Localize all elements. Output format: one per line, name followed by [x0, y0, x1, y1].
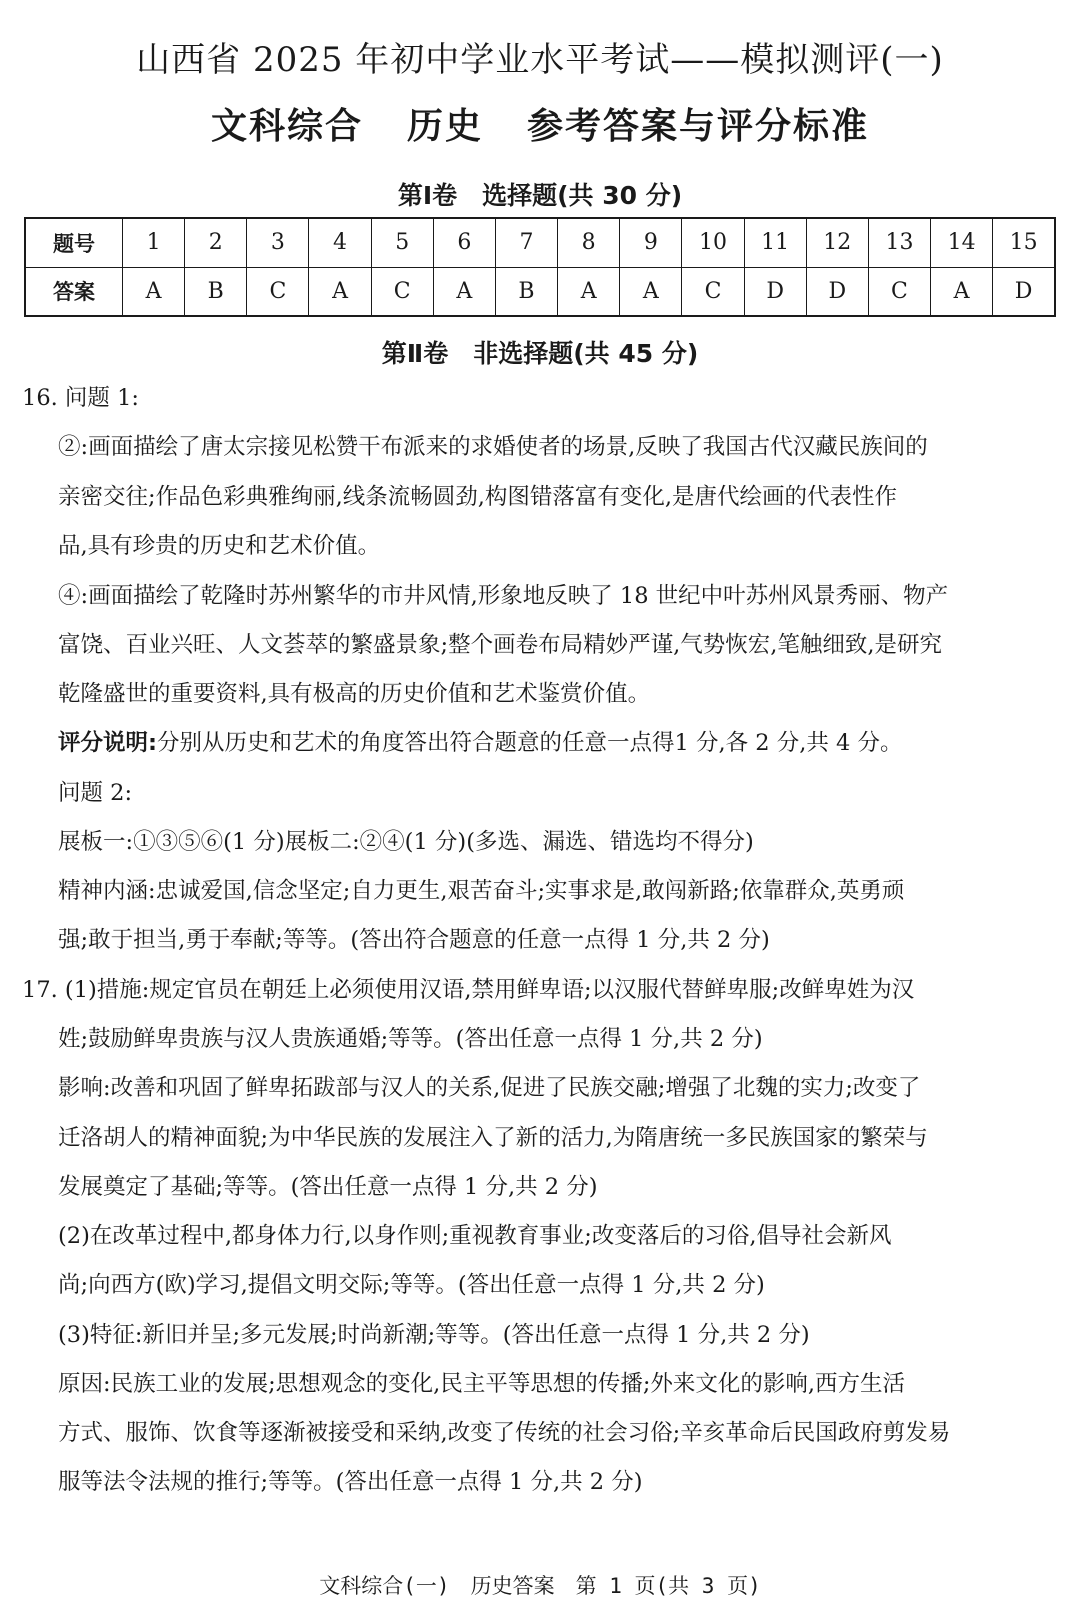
question-number-cell: 5: [371, 218, 433, 267]
answer-cell: D: [993, 267, 1055, 316]
line-text: 精神内涵:忠诚爱国,信念坚定;自力更生,艰苦奋斗;实事求是,敢闯新路;依靠群众,英勇顽: [58, 878, 905, 904]
text-line: [58, 925, 1060, 955]
answer-cell: A: [558, 267, 620, 316]
line-text: 尚;向西方(欧)学习,提倡文明交际;等等。(答出任意一点得 1 分,共 2 分): [58, 1272, 765, 1298]
section-1-heading: 第Ⅰ卷 选择题(共 30 分): [397, 181, 683, 210]
question-number-cell: 8: [558, 218, 620, 267]
row-label-answer: 答案: [25, 267, 123, 316]
line-text: 分别从历史和艺术的角度答出符合题意的任意一点得1 分,各 2 分,共 4 分。: [157, 730, 903, 756]
line-text: 问题 2:: [58, 780, 133, 806]
question-number-cell: 15: [993, 218, 1055, 267]
text-line: [58, 1320, 1060, 1350]
line-text: ②:画面描绘了唐太宗接见松赞干布派来的求婚使者的场景,反映了我国古代汉藏民族间的: [58, 434, 928, 460]
question-number-cell: 6: [433, 218, 495, 267]
paper-subtitle: [0, 98, 1080, 149]
question-number-cell: 10: [682, 218, 744, 267]
line-text: 亲密交往;作品色彩典雅绚丽,线条流畅圆劲,构图错落富有变化,是唐代绘画的代表性作: [58, 484, 898, 510]
line-text: 影响:改善和巩固了鲜卑拓跋部与汉人的关系,促进了民族交融;增强了北魏的实力;改变了: [58, 1075, 921, 1101]
subtitle-course: 历史: [406, 106, 483, 147]
answer-cell: C: [247, 267, 309, 316]
text-line: [22, 383, 1060, 413]
line-text: 方式、服饰、饮食等逐渐被接受和采纳,改变了传统的社会习俗;辛亥革命后民国政府剪发易: [58, 1420, 951, 1446]
line-text: 强;敢于担当,勇于奉献;等等。(答出符合题意的任意一点得 1 分,共 2 分): [58, 927, 770, 953]
line-text: 原因:民族工业的发展;思想观念的变化,民主平等思想的传播;外来文化的影响,西方生活: [58, 1371, 906, 1397]
line-text: 17. (1)措施:规定官员在朝廷上必须使用汉语,禁用鲜卑语;以汉服代替鲜卑服;改鲜卑姓为汉: [22, 977, 915, 1003]
exam-title: 山西省 2025 年初中学业水平考试——模拟测评(一): [136, 40, 944, 80]
text-line: [58, 1172, 1060, 1202]
text-line: [58, 482, 1060, 512]
text-line: [58, 1369, 1060, 1399]
line-text: 16. 问题 1:: [22, 385, 139, 411]
line-text: 姓;鼓励鲜卑贵族与汉人贵族通婚;等等。(答出任意一点得 1 分,共 2 分): [58, 1026, 763, 1052]
text-line: [58, 432, 1060, 462]
subtitle-doc-type: 参考答案与评分标准: [527, 106, 870, 147]
question-number-cell: 2: [185, 218, 247, 267]
text-line: [58, 728, 1060, 758]
text-line: [58, 876, 1060, 906]
line-text: 品,具有珍贵的历史和艺术价值。: [58, 533, 381, 559]
question-number-cell: 13: [868, 218, 930, 267]
text-line: [58, 581, 1060, 611]
question-number-cell: 9: [620, 218, 682, 267]
text-line: [58, 531, 1060, 561]
row-label-question-number: 题号: [25, 218, 123, 267]
question-number-cell: 11: [744, 218, 806, 267]
text-line: [58, 679, 1060, 709]
question-number-cell: 4: [309, 218, 371, 267]
line-text: ④:画面描绘了乾隆时苏州繁华的市井风情,形象地反映了 18 世纪中叶苏州风景秀丽、物产: [58, 583, 949, 609]
page-footer: 文科综合(一) 历史答案 第 1 页(共 3 页): [319, 1574, 761, 1598]
text-line: [58, 1024, 1060, 1054]
question-number-row: [25, 218, 1055, 267]
question-number-cell: 1: [123, 218, 185, 267]
question-number-cell: 7: [495, 218, 557, 267]
answer-table: [24, 217, 1056, 317]
answer-cell: A: [433, 267, 495, 316]
answer-cell: B: [185, 267, 247, 316]
text-line: [58, 1123, 1060, 1153]
scoring-note-label: 评分说明:: [58, 730, 157, 756]
line-text: (2)在改革过程中,都身体力行,以身作则;重视教育事业;改变落后的习俗,倡导社会新风: [58, 1223, 892, 1249]
answer-cell: D: [744, 267, 806, 316]
text-line: [58, 630, 1060, 660]
answer-cell: C: [371, 267, 433, 316]
text-line: [58, 778, 1060, 808]
answer-cell: C: [682, 267, 744, 316]
answer-cell: B: [495, 267, 557, 316]
section-2-heading: 第Ⅱ卷 非选择题(共 45 分): [381, 339, 699, 368]
answer-cell: C: [868, 267, 930, 316]
subtitle-subject: 文科综合: [210, 106, 363, 147]
line-text: 服等法令法规的推行;等等。(答出任意一点得 1 分,共 2 分): [58, 1469, 643, 1495]
text-line: [58, 1221, 1060, 1251]
question-number-cell: 12: [806, 218, 868, 267]
answer-cell: D: [806, 267, 868, 316]
line-text: 乾隆盛世的重要资料,具有极高的历史价值和艺术鉴赏价值。: [58, 681, 651, 707]
text-line: [58, 1270, 1060, 1300]
answer-row: [25, 267, 1055, 316]
answer-cell: A: [123, 267, 185, 316]
question-number-cell: 3: [247, 218, 309, 267]
text-line: [58, 827, 1060, 857]
answer-cell: A: [309, 267, 371, 316]
line-text: 富饶、百业兴旺、人文荟萃的繁盛景象;整个画卷布局精妙严谨,气势恢宏,笔触细致,是研究: [58, 632, 943, 658]
text-line: [58, 1073, 1060, 1103]
line-text: 迁洛胡人的精神面貌;为中华民族的发展注入了新的活力,为隋唐统一多民族国家的繁荣与: [58, 1125, 928, 1151]
line-text: 展板一:①③⑤⑥(1 分)展板二:②④(1 分)(多选、漏选、错选均不得分): [58, 829, 754, 855]
line-text: (3)特征:新旧并呈;多元发展;时尚新潮;等等。(答出任意一点得 1 分,共 2 分): [58, 1322, 810, 1348]
text-line: [58, 1418, 1060, 1448]
question-number-cell: 14: [931, 218, 993, 267]
answer-cell: A: [620, 267, 682, 316]
text-line: [58, 1467, 1060, 1497]
text-line: [22, 975, 1060, 1005]
answer-cell: A: [931, 267, 993, 316]
line-text: 发展奠定了基础;等等。(答出任意一点得 1 分,共 2 分): [58, 1174, 598, 1200]
